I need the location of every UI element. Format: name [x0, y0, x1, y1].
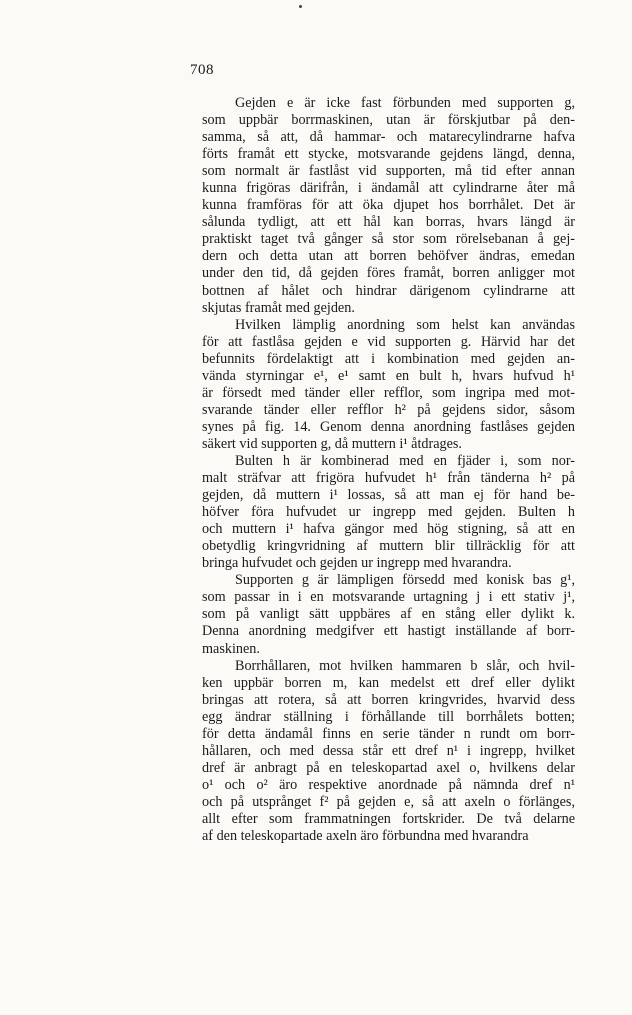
text-line: gejden, då muttern i¹ lossas, så att man ej för hand be-	[202, 487, 575, 504]
body-text	[171, 95, 575, 845]
scan-speck	[299, 5, 302, 8]
text-line: som uppbär borrmaskinen, utan är förskjutbar på den-	[202, 112, 575, 129]
text-line: för detta ändamål finns en serie tänder n rundt om borr-	[202, 725, 575, 742]
text-line: dref är anbragt på en teleskopartad axel o, hvilkens delar	[202, 759, 575, 776]
text-line: allt efter som frammatningen fortskrider. De två delarne	[202, 810, 575, 827]
text-line: Bulten h är kombinerad med en fjäder i, som nor-	[235, 452, 575, 469]
text-line: för att fastlåsa gejden e vid supporten g. Härvid har det	[202, 333, 575, 350]
text-line: förts framåt ett stycke, motsvarande gejdens längd, denna,	[202, 146, 575, 163]
paragraph	[171, 317, 575, 453]
text-line: malt sträfvar att frigöra hufvudet h¹ från tänderna h² på	[202, 470, 575, 487]
text-line: dern och detta utan att borren behöfver ändras, emedan	[202, 248, 575, 265]
text-line: obetydlig kringvridning af muttern blir tillräcklig för att	[202, 538, 575, 555]
text-line: bringas att rotera, så att borren kringvrides, hvarvid dess	[202, 691, 575, 708]
text-line: hållaren, och med dessa står ett dref n¹ i ingrepp, hvilket	[202, 742, 575, 759]
text-line: bottnen af hålet och hindrar därigenom cylindrarne att	[202, 282, 575, 299]
paragraph	[171, 572, 575, 657]
text-line: vända styrningar e¹, e¹ samt en bult h, hvars hufvud h¹	[202, 367, 575, 384]
text-line: säkert vid supporten g, då muttern i¹ åtdrages.	[202, 435, 462, 452]
text-line: Supporten g är lämpligen försedd med konisk bas g¹,	[235, 572, 575, 589]
paragraph	[171, 658, 575, 846]
paragraph	[171, 453, 575, 572]
text-line: som passar in i en motsvarande urtagning j i ett stativ j¹,	[202, 589, 575, 606]
text-line: som normalt är fastlåst vid supporten, må tid efter annan	[202, 163, 575, 180]
text-line: af den teleskopartade axeln äro förbundna med hvarandra	[202, 828, 529, 845]
text-line: som på vanligt sätt uppbäres af en stång eller dylikt k.	[202, 606, 575, 623]
page-number: 708	[190, 62, 214, 78]
text-line: Borrhållaren, mot hvilken hammaren b slår, och hvil-	[235, 657, 575, 674]
paragraph	[171, 95, 575, 317]
text-line: befunnits fördelaktigt att i kombination med gejden an-	[202, 350, 575, 367]
text-line: bringa hufvudet och gejden ur ingrepp med hvarandra.	[202, 555, 512, 572]
text-line: svarande tänder eller refflor h² på gejdens sidor, såsom	[202, 401, 575, 418]
text-line: o¹ och o² äro respektive anordnade på nämnda dref n¹	[202, 776, 575, 793]
text-line: Hvilken lämplig anordning som helst kan användas	[235, 316, 575, 333]
text-line: under den tid, då gejden föres framåt, borren anligger mot	[202, 265, 575, 282]
text-line: synes på fig. 14. Genom denna anordning fastlåses gejden	[202, 418, 575, 435]
text-line: och på utsprånget f² på gejden e, så att axeln o förlänges,	[202, 793, 575, 810]
text-line: maskinen.	[202, 640, 260, 657]
text-line: ken uppbär borren m, kan medelst ett dref eller dylikt	[202, 674, 575, 691]
text-line: sålunda tydligt, att ett hål kan borras, hvars längd är	[202, 214, 575, 231]
text-line: är försedt med tänder eller refflor, som ingripa med mot-	[202, 384, 575, 401]
text-line: Gejden e är icke fast förbunden med supporten g,	[235, 95, 575, 111]
text-line: samma, så att, då hammar- och matarecylindrarne hafva	[202, 129, 575, 146]
text-line: kunna framföras för att öka djupet hos borrhålet. Det är	[202, 197, 575, 214]
text-line: egg ändrar ställning i förhållande till borrhålets botten;	[202, 708, 575, 725]
text-line: skjutas framåt med gejden.	[202, 299, 355, 316]
text-line: och muttern i¹ hafva gängor med hög stigning, så att en	[202, 521, 575, 538]
text-line: kunna frigöras därifrån, i ändamål att cylindrarne åter må	[202, 180, 575, 197]
text-line: höfver föra hufvudet ur ingrepp med gejden. Bulten h	[202, 504, 575, 521]
text-line: praktiskt taget två gånger så stor som rörelsebanan å gej-	[202, 231, 575, 248]
text-line: Denna anordning medgifver ett hastigt inställande af borr-	[202, 623, 575, 640]
